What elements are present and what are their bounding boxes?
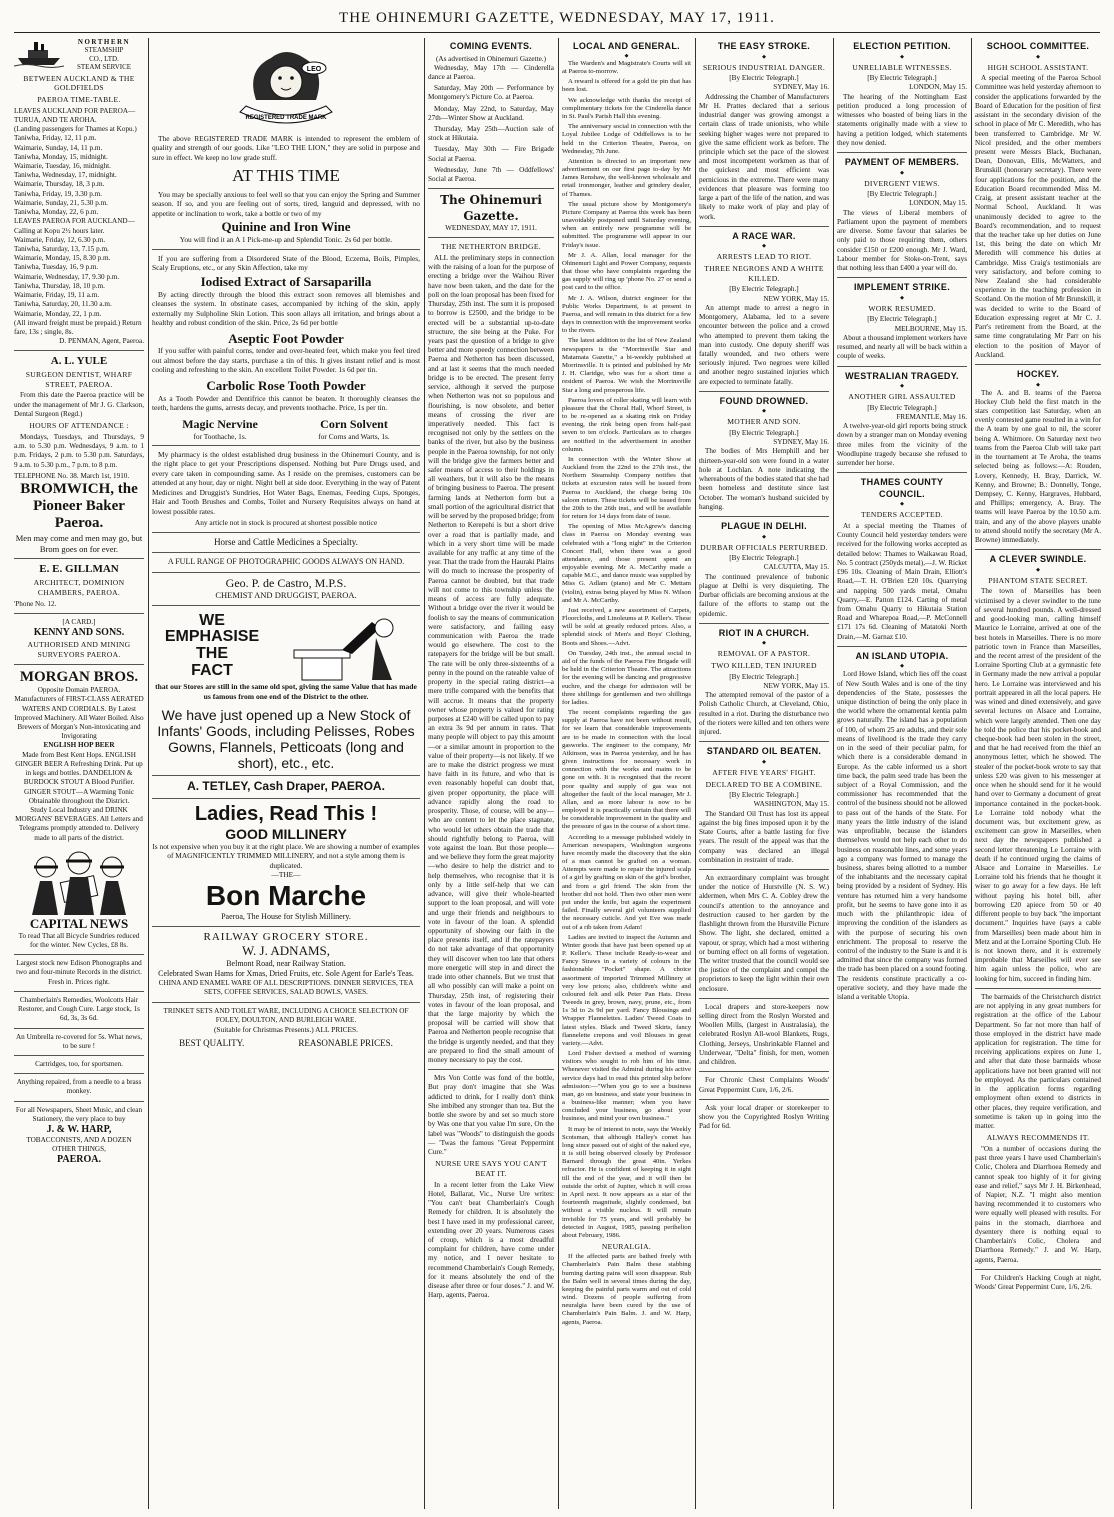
the-label: —THE—	[271, 870, 301, 880]
card-label: [A CARD.]	[62, 617, 96, 626]
easy-stroke-sub: SERIOUS INDUSTRIAL DANGER.	[702, 62, 826, 72]
standard-oil-heading: STANDARD OIL BEATEN.	[706, 746, 822, 757]
telephone: TELEPHONE No. 38. March 1st, 1910.	[14, 471, 130, 480]
event-item: Saturday, May 20th — Performance by Montgomery's Picture Co. at Paeroa.	[428, 84, 554, 102]
race-war-text: An attempt made to arrest a negro in Montgomery, Alabama, led to a severe encounter between the police and a crowd who attempted to prevent them taking the man into custody. One deputy sheriff was fatally wounded, and two others were seriously injured. Two negroes were killed and another negro sustained injuries which are expected to terminate fatally.	[699, 303, 829, 386]
column-school-hockey: SCHOOL COMMITTEE. ◆ HIGH SCHOOL ASSISTANT. A special meeting of the Paeroa School Committee was held yesterday afternoon to consider the applications forwarded by the Board of Education for the position of first assistant in the secondary division of the school in place of Mr C. Meredith, who has been transferred to Cambridge. Mr W. Nicol presided, and the other members present were Messrs Black, Buchanan, Dean, Donovan, Ellis, McWatters, and Brunskill (honorary secretary). There were four applications for the position, and the Education Board recommended Miss M. Craig, at present assistant teacher at the Normal School, Auckland. It was unanimously decided to agree to the Board's recommendation, and to request that the teacher take up her duties on June 1st, this being the date on which Mr Meredith will commence his duties at Cambridge. Miss Craig's testimonials are very satisfactory, and before coming to New Zealand she had considerable experience in the teaching profession in Scotland. On the motion of Mr Brunskill, it was decided to write to the Board of Education expressing regret at Mr C. J. Parr's retirement from the Board, at the same time congratulating Mr Parr on his election to the position of Mayor of Auckland. HOCKEY. ◆ The A. and B. teams of the Paeroa Hockey Club held the first match in the stars competition last Saturday, when an evenly contested game resulted in a win for the A team by one goal to nil, the scorer being A. Whitmore. On Saturday next two teams from the Paeroa Club will take part in the tournament at Te Aroha, the teams selected being as follows:—A: Rouden, Lovery, Kennedy, H. Bray, Darrick, W. Kenny, and Browne; B.: Donnelly, Tonge, Dempsey, C. Kenny, Hargraves, Hubbard, and Phillips; emergency, A. Bray. The teams will leave Paeroa by the 10.50 a.m. train, and any of the above players unable to attend should notify the secretary (Mr A. Browne) immediately. A CLEVER SWINDLE. ◆ PHANTOM STATE SECRET. The town of Marseilles has been victimised by a clever swindler to the tune of several hundred pounds. A well-dressed and good-looking man, calling himself Maurice le Lorraine, arrived at one of the best hotels in Marseilles. There is no more patriotic town in France than Marseilles, and the recent arrest of the president of the Lorraine Sporting Club at a gymnastic fete in Germany made the new arrival a popular hero. Le Lorraine was interviewed and his portrait appeared in all the local papers. He was wined and dined extensively, and gave several lectures on Alsace and Lorraine, which were largely attended. Then one day he told the police that his pocket-book and cheque-book had been stolen in the street, and that he had received from the thief an anonymous letter, which he showed. The stealer of the pocket-book wrote to say that unless £20 was given to his messenger at once when he should send for it he would hand over to Germany a document of great importance contained in the pocket-book. Le Lorraine told nobody what the document was, but excitement grew, as excitement can grow in Marseilles, when next day the newspapers published a second letter threatening Le Lorraine with death if he continued urging the claims of Alsace and Lorraine in Marseilles. Le Lorraine told his friends that he thought it wiser to go away for a few days. He left without paying his hotel bill, after borrowing £20 apiece from 50 or 40 different people to buy back "the important document." Inquiries have (says a cable from Marseilles) been made about him in Metz and at the Lorraine Sporting Club. He is not known there, and it is extremely improbable that Marseilles will ever see him again unless the police, who are looking for him, succeed in finding him. The barmaids of the Christchurch district are not applying in any great numbers for registration at the office of the Labour Department. So far not more than half of those employed in the district have made application for registration. The time for receiving applications expires on June 1, and after that date those barmaids whose applications have not been granted will not be employed. As the particulars contained in the application forms regarding employment often extend to districts in other places, they require verification, and sometime is taken up in going into the matter. ALWAYS RECOMMENDS IT. "On a number of occasions during the past three years I have used Chamberlain's Colic, Cholera and Diarrhoea Remedy and cannot speak too highly of it for giving ease and relief," says Mr J. H. Birkenhead, of Napier, N.Z. "I might also mention having recommended it to customers who were equally well pleased with results. For pains in the stomach, diarrhoea and dysentery there is nothing equal to Chamberlain's Colic, Cholera and Diarrhoea Remedy." J. and W. Harp, agents, Paeroa. For Children's Hacking Cough at night, Woods' Great Peppermint Cure, 1/6, 2/6.	[975, 41, 1101, 1291]
nervine-sub: for Toothache, 1s.	[193, 431, 247, 441]
emphasise-text	[152, 613, 272, 680]
dateline: LONDON, May 15.	[909, 83, 967, 92]
harp-item: Largest stock new Edison Phonographs and two and four-minute Records in the district. Fresh in. Prices right.	[16, 959, 142, 986]
issue-date: WEDNESDAY, MAY 17, 1911.	[445, 224, 537, 233]
sailing-row: Taniwha, Friday, 12, 11 p.m.	[14, 134, 97, 143]
pharmacy-text: My pharmacy is the oldest established drug business in the Ohinemuri County, and is the right place to get your Prescriptions dispensed. Nothing but Pure Drugs used, and every care taken in compounding same. As I reside on the premises, customers can be attended at any hour, day or night. Night bell at side door. Everything in the way of Patent Medicines and Druggist's Sundries, Hot Water Bags, Enemas, Feeding Cups, Sponges, Hair and Tooth Brushes and Combs, Toilet and Nursery Requisites always on hand at lowest possible rates.	[152, 450, 420, 516]
westralian-heading: WESTRALIAN TRAGEDY.	[845, 370, 959, 381]
plague-heading: PLAGUE IN DELHI.	[721, 521, 807, 532]
castro-name: Geo. P. de Castro, M.P.S.	[225, 575, 347, 590]
leaves-paeroa: LEAVES PAEROA FOR AUCKLAND—	[14, 217, 135, 226]
local-item: Lord Fisher devised a method of warning visitors who sought to rob him of his time. Whenever visited the Admiral during his active service days had to read this printed slip before admission:—"When you go to see a business man, go on business, and state your business in a business-like manner; when you have concluded your business, go about your business, and mind your own business."	[562, 1050, 691, 1123]
emphasise-line: WE	[199, 611, 225, 629]
quality-prices-row	[152, 1038, 420, 1050]
always-recommends-heading: ALWAYS RECOMMENDS IT.	[986, 1133, 1090, 1143]
column-rule	[695, 38, 696, 1509]
nervine-heading: Magic Nervine	[182, 416, 258, 431]
standard-oil-text: The Standard Oil Trust has lost its appeal against the big fines imposed upon it by the State Courts, after a battle lasting for five years. The result of the appeal was that the company was declared an illegal combination in restraint of trade.	[699, 809, 829, 864]
riot-church-heading: RIOT IN A CHURCH.	[718, 627, 810, 638]
implement-strike-sub: WORK RESUMED.	[868, 303, 936, 313]
election-petition-text: The hearing of the Nottingham East petition produced a long procession of witnesses who boasted of being liars in the statements originally made with a view to having a petition lodged, which statements they now denied.	[837, 92, 967, 147]
clever-swindle-sub: PHANTOM STATE SECRET.	[988, 575, 1088, 585]
sailing-row: Waimarie, Monday, 22, 1 p.m.	[14, 309, 102, 318]
implement-strike-text: About a thousand implement workers have resumed, and nearly all will be back within a couple of weeks.	[837, 333, 967, 361]
harp-town: PAEROA.	[57, 1154, 101, 1166]
masthead: THE OHINEMURI GAZETTE, WEDNESDAY, MAY 17, 1911.	[339, 10, 775, 26]
emphasise-line: FACT	[191, 661, 233, 679]
dateline: MELBOURNE, May 15.	[894, 324, 967, 333]
sailing-row: Taniwha, Friday, 19, 3.30 p.m.	[14, 189, 103, 198]
landing-note: (Landing passengers for Thames at Kopu.)	[14, 125, 137, 134]
kenny-title: AUTHORISED AND MINING SURVEYORS PAEROA.	[27, 640, 131, 660]
harp-item: An Umbrella re-covered for 5s. What news, to be sure !	[15, 1032, 142, 1050]
sailing-row: Waimarie, Tuesday, 16, midnight.	[14, 162, 111, 171]
hacking-cough: For Children's Hacking Cough at night, Woods' Great Peppermint Cure, 1/6, 2/6.	[975, 1273, 1101, 1291]
foot-powder-heading: Aseptic Foot Powder	[228, 330, 344, 346]
nurse-heading: NURSE URE SAYS YOU CAN'T BEAT IT.	[435, 1159, 547, 1178]
tooth-text: As a Tooth Powder and Dentifrice this cannot be beaten. It thoroughly cleanses the teeth, hardens the gums, arrests decay, and prevents toothache. Price, 1s per tin.	[152, 393, 420, 413]
verse: Mrs Von Cottle was fond of the bottle, But pray don't imagine that she Was addicted to drink, for I really don't think She imbibed any stronger than tea. But the bottle she swore by and set so much store by Was one that you value I'm sure, On the label was "Woods" to distinguish the goods— 'Twas the famous "Great Peppermint Cure."	[428, 1074, 554, 1157]
event-item: Wednesday, May 17th — Cinderella dance at Paeroa.	[428, 63, 554, 81]
westralian-sub: ANOTHER GIRL ASSAULTED	[848, 392, 956, 402]
millinery-text: Is not expensive when you buy it at the right place. We are showing a number of examples of MAGNIFICENTLY TRIMMED MILLINERY, and not a style among them is duplicated.	[152, 841, 420, 870]
photo-goods: A FULL RANGE OF PHOTOGRAPHIC GOODS ALWAYS ON HAND.	[167, 557, 405, 567]
school-committee-text: A special meeting of the Paeroa School Committee was held yesterday afternoon to consider the applications forwarded by the Board of Education for the position of first assistant in the secondary division of the school in place of Mr C. Meredith, who has been transferred to Cambridge. Mr W. Nicol presided, and the other members present were Messrs Black, Buchanan, Dean, Donovan, Ellis, McWatters, and Brunskill (honorary secretary). There were four applications for the position, and the Education Board recommended Miss M. Craig, at present assistant teacher at the Normal School, Auckland. It was unanimously decided to agree to the Board's recommendation, and to request that the teacher take up her duties on June 1st, this being the date on which Mr Meredith will commence his duties at Cambridge. Miss Craig's testimonials are very satisfactory, and before coming to New Zealand she had considerable experience in the teaching profession in Scotland. On the motion of Mr Brunskill, it was decided to write to the Board of Education expressing regret at Mr C. J. Parr's retirement from the Board, at the same time congratulating Mr Parr on his election to the position of Mayor of Auckland.	[975, 74, 1101, 359]
sailing-row: Taniwha, Wednesday, 17, midnight.	[14, 171, 117, 180]
column-coming-events	[428, 38, 554, 1509]
morgan-close: Study Local Industry and DRINK MORGANS' BEVERAGES. All Letters and Telegrams promptly attended to. Delivery made to all parts of the district.	[15, 806, 143, 842]
island-utopia-text: Lord Howe Island, which lies off the coast of New South Wales and is one of the tiny dependencies of the State, possesses the unique distinction of being the only place in the world where the ornamental kentia palm grows naturally. The island has a population of 100, of whom 25 are adults, and their sole means of livelihood is the trade they carry on in the seed of their peculiar palm, for which there is a considerable demand in Europe. As the cable informed us a short time back, the palm seed trade has been the subject of a Royal Commission, and the commissioner has recommended that the control of the business should not be allowed to pass out of the hands of the State. For many years the little industry of the island was unprofitable, because the islanders themselves would not help each other to do business on reasonable lines, and some years ago a company was formed to manage the business, shares being allotted to a number of the inhabitants and the necessary capital being provided by a resident of Sydney. His venture has returned him a very handsome profit, but he seems to have gone into it as much with the philanthropic idea of improving the condition of the islanders as with the purpose of securing his own enrichment. The proposal to reserve the control of the industry to the State is and it is admitted that since the company was formed the trade has been placed on a sound footing. The residents constitute practically a co-operative society, and they have made the island a veritable Utopia.	[837, 670, 967, 1002]
island-utopia-heading: AN ISLAND UTOPIA.	[855, 650, 949, 661]
local-item: On Tuesday, 24th inst., the annual social in aid of the funds of the Paeroa Fire Brigade will be held in the Criterion Theatre. The attractions for the evening will be dancing and progressive euchre, and the charge for admission will be three shillings for gentlemen and two shillings for ladies.	[562, 649, 691, 706]
reasonable-prices: REASONABLE PRICES.	[298, 1037, 393, 1048]
local-general-heading: LOCAL AND GENERAL.	[573, 41, 680, 51]
bon-marche-sub: Paeroa, The House for Stylish Millinery.	[221, 911, 351, 921]
telegraph-note: [By Electric Telegraph.]	[729, 554, 799, 563]
yule-text: From this date the Paeroa practice will be under the management of Mr J. G. Clarkson, Dental Surgeon (Regd.)	[14, 391, 144, 418]
riot-church-sub: REMOVAL OF A PASTOR.	[717, 649, 811, 659]
sailing-row: Waimarie, Monday, 15, 8.30 p.m.	[14, 254, 111, 263]
quinine-heading: Quinine and Iron Wine	[221, 219, 351, 235]
hammer-man-illustration	[272, 610, 412, 682]
sailing-row: Taniwha, Tuesday, 16, 9 p.m.	[14, 263, 99, 272]
payment-members-sub: DIVERGENT VIEWS.	[864, 178, 940, 188]
adnams-location: Belmont Road, near Railway Station.	[226, 958, 346, 968]
column-rule	[148, 38, 149, 1509]
bromwich-slogan: Men may come and men may go, but Brom goes on for ever.	[15, 532, 143, 554]
sailing-row: Waimarie, Wednesday, 17, 9.30 p.m.	[14, 272, 120, 281]
plague-text: The continued prevalence of bubonic plague at Delhi is very disquieting. The Durbar officials are becoming anxious at the failure of the efforts to stamp out the epidemic.	[699, 572, 829, 618]
castro-title: CHEMIST AND DRUGGIST, PAEROA.	[215, 590, 357, 601]
event-item: Tuesday, May 30th — Fire Brigade Social at Paeroa.	[428, 145, 554, 163]
local-item: The anniversary social in connection with the Loyal Jubilee Lodge of Oddfellows is to be held in the Criterion Theatre, Paeroa, on Wednesday, 7th June.	[562, 123, 691, 155]
sailing-row: Waimarie, Sunday, 14, 11 p.m.	[14, 143, 103, 152]
payment-members-text: The views of Liberal members of Parliament upon the payment of members are diverse. Some favour that salaries be only paid to those requiring them, others consider £150 or £200 enough. Mr J. Ward, Labour member for Stoke-on-Trent, says that nothing less than £400 a year will do.	[837, 208, 967, 272]
clever-swindle-heading: A CLEVER SWINDLE.	[989, 554, 1087, 565]
telegraph-note: [By Electric Telegraph.]	[729, 429, 799, 438]
best-quality: BEST QUALITY.	[179, 1037, 245, 1048]
local-item: We acknowledge with thanks the receipt of complimentary tickets for the Cinderella dance in St. Paul's Parish Hall this evening.	[562, 96, 691, 120]
morgan-text: Manufacturers of FIRST-CLASS AERATED WATERS AND CORDIALS. By Latest Improved Machinery. All Water Boiled. Also Brewers of Morgan's Non-intoxicating and Invigorating	[14, 695, 144, 741]
local-item: The usual picture show by Montgomery's Picture Company at Paeroa this week has been unavoidably postponed until Saturday evening, when an entirely new programme will be submitted. The programme will appear in our Friday's issue.	[562, 200, 691, 249]
tooth-powder-heading: Carbolic Rose Tooth Powder	[206, 377, 366, 393]
school-committee-heading: SCHOOL COMMITTEE.	[986, 41, 1090, 51]
easy-stroke-heading: THE EASY STROKE.	[717, 41, 811, 51]
morgan-more: Made from Best Kent Hops. ENGLISH GINGER BEER A Refreshing Drink. Put up in kegs and bottles. DANDELION & BURDOCK STOUT A Blood Purifier. GINGER STOUT—A Warming Tonic Obtainable throughout the District.	[15, 750, 143, 805]
gillman-title: ARCHITECT, DOMINION CHAMBERS, PAEROA.	[33, 578, 125, 597]
local-item: Just received, a new assortment of Carpets, Floorcloths, and Linoleums at P. Keller's. These will be sold at greatly reduced prices. Also, a splendid stock of Men's and Boys' Clothing, Boots and Shoes.—Advt.	[562, 606, 691, 647]
found-drowned-text: The bodies of Mrs Hemphill and her thirteen-year-old son were found in a water hole at Lochlan. A note indicating the whereabouts of the bodies stated that she had been homeless and destitute since last October. The woman's husband suicided by hanging.	[699, 447, 829, 511]
leo-ribbon-text: REGISTERED TRADE MARK	[245, 115, 327, 121]
emphasise-line: EMPHASISE	[164, 628, 260, 646]
thames-council-heading: THAMES COUNTY COUNCIL.	[860, 477, 944, 499]
column-rule	[558, 38, 559, 1509]
corn-heading: Corn Solvent	[320, 416, 388, 431]
riot-church-sub2: TWO KILLED, TEN INJURED	[711, 661, 817, 671]
sarsaparilla-text: By acting directly through the blood this extract soon removes all blemishes and cleanses the system. In obstinate cases, accompanied by itching of the skin, apply externally my Sulpholine Skin Lotion. This soon allays all irritation, and brings about a healthy and robust condition of the skin. Price, 2s 6d per bottle	[152, 289, 420, 328]
millinery-heading: GOOD MILLINERY	[225, 825, 347, 842]
spring-text: You may be specially anxious to feel well so that you can enjoy the Spring and Summer season. If so, and you are feeling out of sorts, tired, languid and depressed, with no appetite or inclination to work, take a bottle or two of my	[152, 189, 420, 218]
telegraph-note: [By Electric Telegraph.]	[867, 190, 937, 199]
telegraph-note: [By Electric Telegraph.]	[729, 791, 799, 800]
sailing-row: Taniwha, Monday, 15, midnight.	[14, 152, 108, 161]
column-rule	[833, 38, 834, 1509]
local-item: In connection with the Winter Show at Auckland from the 22nd to the 27th inst., the Northern Steamship Company notifies that tickets at excursion rates will be issued from Paeroa to Auckland, the charge being 10s saloon return. These tickets will be issued from the 20th to the 26th inst., and will be available for return for 14 days from date of issue.	[562, 455, 691, 521]
harp-name: J. & W. HARP,	[46, 1124, 112, 1136]
trinket-sets: TRINKET SETS AND TOILET WARE, INCLUDING A CHOICE SELECTION OF FOLEY, DOULTON, AND BURLEIGH WARE.	[163, 1006, 409, 1024]
horse-medicines: Horse and Cattle Medicines a Specialty.	[214, 536, 358, 547]
column-cables-2: ELECTION PETITION. ◆ UNRELIABLE WITNESSES. [By Electric Telegraph.] LONDON, May 15. The hearing of the Nottingham East petition produced a long procession of witnesses who boasted of being liars in the statements originally made with a view to having a petition lodged, which statements they now denied. PAYMENT OF MEMBERS. ◆ DIVERGENT VIEWS. [By Electric Telegraph.] LONDON, May 15. The views of Liberal members of Parliament upon the payment of members are diverse. Some favour that salaries be only paid to those requiring them, others consider £150 or £200 enough. Mr J. Ward, Labour member for Stoke-on-Trent, says that nothing less than £400 a year will do. IMPLEMENT STRIKE. ◆ WORK RESUMED. [By Electric Telegraph.] MELBOURNE, May 15. About a thousand implement workers have resumed, and nearly all will be back within a couple of weeks. WESTRALIAN TRAGEDY. ◆ ANOTHER GIRL ASSAULTED [By Electric Telegraph.] FREMANTLE, May 16. A twelve-year-old girl reports being struck down by a stranger man on Monday evening three miles from the vicinity of the Woodlupine tragedy because she refused to surrender her horse. THAMES COUNTY COUNCIL. ◆ TENDERS ACCEPTED. At a special meeting the Thames of County Council held yesterday tenders were received for the following works accepted as detailed below: Thames to Waikawau Road, No. 5 contract (250yds metal),—J. W. Ricket £96 10s. Cleaning of Main Drain, Elliott's Road,—T. H. O'Brien £20 10s. Quarrying and napping 500 yards metal, Omahu Quarry,—E. Patton £124. Carting of metal from Omahu Quarry to Hikutaia Station Road and Wharepoa Road,—P. McConnell £171 17s 6d. Cleaning of Matatoki North Drain,—M. Garnaz £10. AN ISLAND UTOPIA. ◆ Lord Howe Island, which lies off the coast of New South Wales and is one of the tiny dependencies of the State, possesses the unique distinction of being the only place in the world where the ornamental kentia palm grows naturally. The island has a population of 100, of whom 25 are adults, and their sole means of livelihood is the trade they carry on in the seed of their peculiar palm, for which there is a considerable demand in Europe. As the cable informed us a short time back, the palm seed trade has been the subject of a Royal Commission, and the commissioner has recommended that the control of the business should not be allowed to pass out of the hands of the State. For many years the little industry of the island was unprofitable, because the islanders themselves would not help each other to do business on reasonable lines, and some years ago a company was formed to manage the business, shares being allotted to a number of the inhabitants and the necessary capital being provided by a resident of Sydney. His venture has returned him a very handsome profit, but he seems to have gone into it as much with the philanthropic idea of improving the condition of the islanders as with the purpose of securing his own enrichment. The proposal to reserve the control of the industry to the State is and it is admitted that since the company was formed the trade has been placed on a sound footing. The residents constitute practically a co-operative society, and they have made the island a veritable Utopia.	[837, 41, 967, 1002]
kenny-name: KENNY AND SONS.	[33, 626, 125, 638]
local-item: The recent complaints regarding the gas supply at Paeroa have not been without result, for we learn that considerable improvements are to be made in connection with the local gasworks. The engineer to the company, Mr Atkinson, was in Paeroa yesterday, and he has given instructions for necessary work in connection with the works and mains to be gone on with. It is recognised that the recent poor quality and supply of gas was not altogether the fault of the local manager, Mr J. Allan, and as more labour is now to be employed it is practically certain that there will be considerable improvement in the quality and the pressure of gas in the course of a short time.	[562, 709, 691, 831]
sailing-row: Waimarie, Sunday, 21, 5.30 p.m.	[14, 198, 108, 207]
barmaids-text: The barmaids of the Christchurch district are not applying in any great numbers for registration at the office of the Labour Department. So far not more than half of those employed in the district have made application for registration. The time for receiving applications expires on June 1, and after that date those barmaids whose applications have not been granted will not be employed. As the particulars contained in the application forms regarding employment often extend to districts in other places, they require verification, and sometime is taken up in going into the matter.	[975, 992, 1101, 1130]
local-item: Ladies are invited to inspect the Autumn and Winter goods that have just been opened up at P. Keller's. These include Ready-to-wear and Fancy Straws in a variety of colours in the fashionable "Pocket" shape. A choice assortment of imported Trimmed Millinery at very low prices; also, children's white and coloured felt and silk Peter Pan Hats. Dress Tweeds in grey, brown, navy, prune, etc., from 1s 3d to 2s 9d per yard. Fancy Blousings and Wrapper Flannelettes. Ladies' Tweed Coats in latest styles. Black and Tweed Skirts, fancy flannelette crepons and voil Blouses in great variety.—Advt.	[562, 933, 691, 1047]
harp-item: Anything repaired, from a needle to a brass monkey.	[16, 1078, 142, 1096]
column-rule	[971, 38, 972, 1509]
riot-church-text: The attempted removal of the pastor of a Polish Catholic Church, at Cleveland, Ohio, resulted in a riot. During the disturbance two of the rioters were killed and ten others were injured.	[699, 691, 829, 737]
steamship-name-2: STEAMSHIP	[84, 46, 124, 55]
sailing-row: Taniwha, Monday, 22, 6 p.m.	[14, 208, 99, 217]
corn-sub: for Corns and Warts, 1s.	[318, 431, 390, 441]
thames-council-text: At a special meeting the Thames of County Council held yesterday tenders were received for the following works accepted as detailed below: Thames to Waikawau Road, No. 5 contract (250yds metal),—J. W. Ricket £96 10s. Cleaning of Main Drain, Elliott's Road,—T. H. O'Brien £20 10s. Quarrying and napping 500 yards metal, Omahu Quarry,—E. Patton £124. Carting of metal from Omahu Quarry to Hikutaia Station Road and Wharepoa Road,—P. McConnell £171 17s 6d. Cleaning of Matatoki North Drain,—M. Garnaz £10.	[837, 522, 967, 641]
sailing-row: Waimarie, Friday, 19, 11 a.m.	[14, 291, 100, 300]
dateline: SYDNEY, May 16.	[773, 83, 829, 92]
steamship-ad	[14, 38, 144, 72]
netherton-text: ALL the preliminary steps in connection with the raising of a loan for the purpose of erecting a bridge over the Waihou River have now been taken, and the date for the poll on the loan proposal has been fixed for Thursday, 25th inst. The sum it is proposed to borrow is £2500, and the bridge to be erected will be a substantial up-to-date structure, the site being at the Puke. For years past the question of a bridge to give better and more speedy connection between Paeroa and Netherton has been discussed, and at last it seems that the much needed bridge is to be erected. The present ferry service, although it served the purpose when Netherton was not so populous and flourishing, is now obsolete, and better means of crossing the river are imperatively needed. This fact is recognised not only by the settlers on the banks of the river, but also by the business people in the Paeroa township, for not only will the bridge give the farmers better and safer means of access to their holdings in all weathers, but it will also be the means of bringing business to Paeroa. The present farming lands at Netherton form but a small portion of the agricultural district that will be served by the proposed bridge; from Netherton to Kerepehi is but a short drive over a road that is partially made, and which in a very short time will be made available for any traffic at any time of the year. That the trade from the Hauraki Plains will do much to increase the prosperity of Paeroa cannot be doubted, but that trade will not come to this township unless the means of access are fully adequate. Without a bridge over the river it would be foolish to say the means of communication were satisfactory, and failing easy communication with Paeroa the trade would go elsewhere. The cost to the ratepayers for the bridge will be but small. The rate will be only three-sixteenths of a penny in the pound on the rateable value of property in the special rating district—a mere trifle compared with the benefits that will accrue. It means that the property owner whose property is valued for rating purposes at £240 will be called upon to pay an extra 3s 9d per annum in rates. That many people will object to pay this amount—or a similar amount in proportion to the value of their property—is not likely. If we are to make the district progress we must have faith in its future, and who that is even reasonably hopeful can doubt that, given proper opportunity, the place will advance rapidly along the road to prosperity. Those, of course, will be any—who are content to let the place stagnate, who would let others obtain the trade that should rightfully belong to Paeroa, will vote against the loan. But those people—and we believe they form the great majority—who desire to help the district and to help themselves, who recognise that it is only by a little self-help that we can advance, will give their whole-hearted support to the loan proposal, and will vote and urge their friends and neighbours to vote in favour of the loan. A splendid opportunity of showing our faith in the place presents itself, and if the ratepayers do not take advantage of that opportunity they will discover when too late that others more energetic will step in and direct the trade into other channels. But we trust that all who possibly can will make a point on Thursday, 25th inst, of registering their votes in favour of the loan proposal, and that the large majority by which the proposal will be carried will show that Paeroa and Netherton people recognise that the bridge is urgently needed, and that they are prepared to find the small amount of money necessary to pay the cost.	[428, 254, 554, 1065]
event-item: Thursday, May 25th—Auction sale of stock at Hikutaia.	[428, 125, 554, 143]
hop-beer: ENGLISH HOP BEER	[43, 741, 115, 750]
election-petition-heading: ELECTION PETITION.	[853, 41, 951, 51]
emphasise-ad	[152, 610, 420, 682]
kopu-note: Calling at Kopu 2½ hours later.	[14, 226, 105, 235]
sailing-row: Waimarie, Friday, 12, 6.30 p.m.	[14, 235, 106, 244]
hours-title: HOURS OF ATTENDANCE :	[29, 421, 129, 431]
local-item: Mr J. A. Wilson, district engineer for the Public Works Department, is at present in Paeroa, and will remain in this district for a few days in connection with the improvement works to the rivers.	[562, 294, 691, 335]
thames-council-sub: TENDERS ACCEPTED.	[861, 510, 943, 520]
sailing-row: Taniwha, Saturday, 20, 11.30 a.m.	[14, 300, 112, 309]
emphasise-line: THE	[196, 645, 228, 663]
telegraph-note: [By Electric Telegraph.]	[867, 74, 937, 83]
swan-hams: Celebrated Swan Hams for Xmas, Dried Fruits, etc. Sole Agent for Earle's Teas.	[158, 968, 414, 978]
not-in-stock: Any article not in stock is procured at shortest possible notice	[194, 518, 378, 528]
steamship-name-4: STEAM SERVICE	[76, 63, 132, 72]
election-petition-sub: UNRELIABLE WITNESSES.	[852, 62, 952, 72]
steamship-name-1: NORTHERN	[77, 38, 131, 46]
yule-name: A. L. YULE	[50, 355, 108, 368]
infants-goods: We have just opened up a New Stock of Infants' Goods, including Pelisses, Robes Gowns, Flannels, Petticoats (long and short), etc., etc.	[157, 706, 415, 771]
dateline: WASHINGTON, May 15.	[753, 800, 829, 809]
payment-members-heading: PAYMENT OF MEMBERS.	[844, 156, 960, 167]
dateline: NEW YORK, May 15.	[763, 681, 829, 690]
dateline: SYDNEY, May 16.	[773, 438, 829, 447]
freight-note: (All inward freight must be prepaid.) Return fare, 13s ; single, 8s.	[14, 318, 142, 336]
found-drowned-heading: FOUND DROWNED.	[719, 395, 809, 406]
telegraph-note: [By Electric Telegraph.]	[867, 315, 937, 324]
morgan-name: MORGAN BROS.	[19, 668, 139, 685]
column-advertisements-left	[14, 38, 144, 1509]
race-war-sub: ARRESTS LEAD TO RIOT.	[716, 252, 812, 262]
column-rule	[424, 38, 425, 1509]
as-advertised: (As advertised in Ohinemuri Gazette.)	[436, 54, 546, 63]
school-committee-sub: HIGH SCHOOL ASSISTANT.	[987, 62, 1089, 72]
leo-lion-trademark-icon	[226, 40, 346, 132]
at-this-time: AT THIS TIME	[232, 166, 340, 186]
gillman-name: E. E. GILLMAN	[39, 563, 119, 576]
westralian-text: A twelve-year-old girl reports being struck down by a stranger man on Monday evening three miles from the vicinity of the Woodlupine tragedy because she refused to surrender her horse.	[837, 422, 967, 468]
race-war-heading: A RACE WAR.	[732, 230, 796, 241]
local-item: Paeroa lovers of roller skating will learn with pleasure that the Choral Hall, Whorf Street, is to be re-opened as a skating rink on Friday evening, the rink being open from half-past seven to ten o'clock. Particulars as to charges are notified in the advertisement in another column.	[562, 396, 691, 453]
ladies-heading: Ladies, Read This !	[194, 802, 378, 825]
local-item: The opening of Miss McAgrew's dancing class in Paeroa on Monday evening was celebrated with a "long night" in the Criterion Concert Hall, when there was a good attendance, and those present spent an enjoyable evening. Mr A. McCarthy made a capable M.C., and dance music was supplied by Miss G. Adlam (piano) and Mr C. Mettam (violin), extras being played by Miss N. Wilson and Mr A. McCarthy.	[562, 523, 691, 604]
found-drowned-sub: MOTHER AND SON.	[727, 417, 801, 427]
hockey-heading: HOCKEY.	[1016, 369, 1060, 380]
sailing-row: Waimarie, Thursday, 18, 3 p.m.	[14, 180, 105, 189]
roslyn-pad: Ask your local draper or storekeeper to show you the Copyrighted Roslyn Writing Pad for 6d.	[699, 1103, 829, 1131]
leo-text: The above REGISTERED TRADE MARK is intended to represent the emblem of quality and strength of our goods. Like "LEO THE LION," they are solid in purpose and sure in effect. We keep no low grade stuff.	[152, 134, 420, 162]
telegraph-note: [By Electric Telegraph.]	[729, 672, 799, 681]
hours-text: Mondays, Tuesdays, and Thursdays, 9 a.m. to 5.30 p.m. Wednesdays, 9 a.m. to 1 p.m. Fridays, 2 p.m. to 5.30 p.m. Saturdays, 9 a.m. to 5.30 p.m., 7 p.m. to 8 p.m.	[14, 432, 144, 469]
race-war-sub2: THREE NEGROES AND A WHITE KILLED.	[704, 263, 824, 283]
dateline: FREMANTLE, May 16.	[896, 412, 967, 421]
local-item: Mr J. A. Allan, local manager for the Ohinemuri Light and Power Company, requests that those who have complaints regarding the gas supply will ring up 'phone No. 27 or send a post card to the office.	[562, 251, 691, 292]
column-local-general: LOCAL AND GENERAL. ◆ The Warden's and Magistrate's Courts will sit at Paeroa to-morrow. A reward is offered for a gold tie pin that has been lost. We acknowledge with thanks the receipt of complimentary tickets for the Cinderella dance in St. Paul's Parish Hall this evening. The anniversary social in connection with the Loyal Jubilee Lodge of Oddfellows is to be held in the Criterion Theatre, Paeroa, on Wednesday, 7th June. Attention is directed to an important new advertisement on our first page to-day by Mr James Renshaw, the well-known wholesale and retail ironmonger, leather and grindery dealer, of Thames. The usual picture show by Montgomery's Picture Company at Paeroa this week has been unavoidably postponed until Saturday evening, when an entirely new programme will be submitted. The programme will appear in our Friday's issue. Mr J. A. Allan, local manager for the Ohinemuri Light and Power Company, requests that those who have complaints regarding the gas supply will ring up 'phone No. 27 or send a post card to the office. Mr J. A. Wilson, district engineer for the Public Works Department, is at present in Paeroa, and will remain in this district for a few days in connection with the improvement works to the rivers. The latest addition to the list of New Zealand newspapers is the "Morrinsville Star and Matamata Gazette," a bi-weekly published at Morrinsville. It is printed and published by Mr J. H. Claridge, who was for a short time a resident of Paeroa. We wish the Morrinsville Star a long and prosperous life. Paeroa lovers of roller skating will learn with pleasure that the Choral Hall, Whorf Street, is to be re-opened as a skating rink on Friday evening, the rink being open from half-past seven to ten o'clock. Particulars as to charges are notified in the advertisement in another column. In connection with the Winter Show at Auckland from the 22nd to the 27th inst., the Northern Steamship Company notifies that tickets at excursion rates will be issued from Paeroa to Auckland, the charge being 10s saloon return. These tickets will be issued from the 20th to the 26th inst., and will be available for return for 14 days from date of issue. The opening of Miss McAgrew's dancing class in Paeroa on Monday evening was celebrated with a "long night" in the Criterion Concert Hall, when there was a good attendance, and those present spent an enjoyable evening. Mr A. McCarthy made a capable M.C., and dance music was supplied by Miss G. Adlam (piano) and Mr C. Mettam (violin), extras being played by Miss N. Wilson and Mr A. McCarthy. Just received, a new assortment of Carpets, Floorcloths, and Linoleums at P. Keller's. These will be sold at greatly reduced prices. Also, a splendid stock of Men's and Boys' Clothing, Boots and Shoes.—Advt. On Tuesday, 24th inst., the annual social in aid of the funds of the Paeroa Fire Brigade will be held in the Criterion Theatre. The attractions for the evening will be dancing and progressive euchre, and the charge for admission will be three shillings for gentlemen and two shillings for ladies. The recent complaints regarding the gas supply at Paeroa have not been without result, for we learn that considerable improvements are to be made in connection with the local gasworks. The engineer to the company, Mr Atkinson, was in Paeroa yesterday, and he has given instructions for necessary work in connection with the works and mains to be gone on with. It is recognised that the recent poor quality and supply of gas was not altogether the fault of the local manager, Mr J. Allan, and as more labour is now to be employed it is practically certain that there will be considerable improvement in the quality and the pressure of gas in the course of a short time. According to a message published widely in American newspapers, Washington surgeons have recently made the discovery that the skin of a man cannot be grafted on a woman. Attempts were made to repair the injured scalp of a girl by grafting on skin of the girl's brother, and from a girl friend. The skin from the brother did not hold. Then two other men were put under the knife, but again the experiment failed. Finally several girl volunteers supplied the necessary cuticle. And yet Eve was made out of a rib taken from Adam! Ladies are invited to inspect the Autumn and Winter goods that have just been opened up at P. Keller's. These include Ready-to-wear and Fancy Straws in a variety of colours in the fashionable "Pocket" shape. A choice assortment of imported Trimmed Millinery at very low prices; also, children's white and coloured felt and silk Peter Pan Hats. Dress Tweeds in grey, brown, navy, prune, etc., from 1s 3d to 2s 9d per yard. Fancy Blousings and Wrapper Flannelettes. Ladies' Tweed Coats in latest styles. Black and Tweed Skirts, fancy flannelette crepons and voil Blouses in great variety.—Advt. Lord Fisher devised a method of warning visitors who sought to rob him of his time. Whenever visited the Admiral during his active service days had to read this printed slip before admission:—"When you go to see a business man, go on business, and state your business in a business-like manner; when you have concluded your business, go about your business, and mind your own business." It may be of interest to note, says the Weekly Scotsman, that although Halley's comet has long since passed out of sight of the naked eye, it is still being observed closely by Professor Barnard through the great 40in. Yerkes refractor. He is confident of keeping it in sight till the end of the year, and it will then be outside the orbit of Jupiter, which it will cross in April next. It now appears as a star of the fourteenth magnitude, slightly condensed, but without a visible nucleus. It will remain invisible for 75 years, and will probably be detected in August, 1985, passing perihelion about February, 1986. NEURALGIA. If the affected parts are bathed freely with Chamberlain's Pain Balm these stabbing burning darting pains will soon disappear. Rub the Balm well in several times during the day, keeping the painful parts warm and out of cold wind. Dozens of people suffering from neuralgia have been cured by the use of Chamberlain's Pain Balm. J. and W. Harp, agents, Paeroa.	[562, 41, 691, 1326]
always-recommends-text: "On a number of occasions during the past three years I have used Chamberlain's Colic, Cholera and Diarrhoea Remedy and cannot speak too highly of it for giving ease and relief," says Mr J. H. Birkenhead, of Napier, N.Z. "I might also mention having recommended it to customers who were equally well pleased with results. For pains in the stomach, diarrhoea and dysentery there is nothing equal to Chamberlain's Colic, Cholera and Diarrhoea Remedy." J. and W. Harp, agents, Paeroa.	[975, 1144, 1101, 1264]
neuralgia-heading: NEURALGIA.	[601, 1242, 652, 1252]
steamship-icon	[14, 38, 64, 68]
blood-text: If you are suffering from a Disordered State of the Blood, Eczema, Boils, Pimples, Scaly Eruptions, etc., or any Skin Affection, take my	[152, 253, 420, 273]
emphasise-body: that our Stores are still in the same old spot, giving the same Value that has made us famous from one end of the District to the other.	[155, 682, 417, 701]
standard-oil-sub: AFTER FIVE YEARS' FIGHT.	[712, 767, 816, 777]
leo-badge-text: LEO	[306, 66, 322, 73]
tetley-name: A. TETLEY, Cash Draper, PAEROA.	[187, 778, 385, 793]
steamship-name-3: CO., LTD.	[89, 54, 119, 63]
dateline: NEW YORK, May 15.	[763, 294, 829, 303]
leaves-auckland: LEAVES AUCKLAND FOR PAEROA—TURUA, AND TE AROHA.	[14, 106, 136, 124]
coming-events-heading: COMING EVENTS.	[449, 41, 533, 51]
local-item: Attention is directed to an important new advertisement on our first page to-day by Mr James Renshaw, the well-known wholesale and retail ironmonger, leather and grindery dealer, of Thames.	[562, 157, 691, 198]
telegraph-note: [By Electric Telegraph.]	[729, 74, 799, 83]
hurstville-text: An extraordinary complaint was brought under the notice of Hurstville (N. S. W.) aldermen, when Mrs C. A. Cobley drew the council's attention to the annoyance and destruction caused to her garden by the flashlight thrown from the Hurstville Picture Show. The light, she declared, emitted a vapour, or spray, which had a most withering or burning effect on all forms of vegetation. The writer trusted that the council would see the justice of the complaint and compel the proprietors to keep the light within their own enclosure.	[699, 873, 829, 993]
harp-item: For all Newspapers, Sheet Music, and clean Stationery, the very place to buy	[15, 1105, 143, 1123]
neuralgia-text: If the affected parts are bathed freely with Chamberlain's Pain Balm these stabbing burning darting pains will soon disappear. Rub the Balm well in several times during the day, keeping the painful parts warm and out of cold wind. Dozens of people suffering from neuralgia have been cured by the use of Chamberlain's Pain Balm. J. and W. Harp, agents, Paeroa.	[562, 1253, 691, 1326]
column-advertisements-main	[152, 38, 420, 1509]
morgan-location: Opposite Domain PAEROA.	[37, 686, 121, 695]
timetable-title: PAEROA TIME-TABLE.	[37, 95, 121, 104]
standard-oil-sub2: DECLARED TO BE A COMBINE.	[705, 779, 823, 789]
harp-item: Chamberlain's Remedies, Woolcotts Hair Restorer, and Cough Cure. Large stock, 1s 6d, 3s, 3s 6d.	[18, 995, 140, 1023]
local-item: It may be of interest to note, says the Weekly Scotsman, that although Halley's comet has long since passed out of sight of the naked eye, it is still being observed closely by Professor Barnard through the great 40in. Yerkes refractor. He is confident of keeping it in sight till the end of the year, and it will then be outside the orbit of Jupiter, which it will cross in April next. It now appears as a star of the fourteenth magnitude, slightly condensed, but without a visible nucleus. It will remain invisible for 75 years, and will probably be detected in August, 1985, passing perihelion about February, 1986.	[562, 1125, 691, 1239]
hockey-text: The A. and B. teams of the Paeroa Hockey Club held the first match in the stars competition last Saturday, when an evenly contested game resulted in a win for the A team by one goal to nil, the scorer being A. Whitmore. On Saturday next two teams from the Paeroa Club will take part in the tournament at Te Aroha, the teams selected being as follows:—A: Rouden, Lovery, Kennedy, H. Bray, Darrick, W. Kenny, and Browne; B.: Donnelly, Tonge, Dempsey, C. Kenny, Hargraves, Hubbard, and Phillips; emergency, A. Bray. The teams will leave Paeroa by the 10.50 a.m. train, and any of the above players unable to attend should notify the secretary (Mr A. Browne) immediately.	[975, 388, 1101, 545]
dateline: CALCUTTA, May 15.	[763, 563, 829, 572]
foot-text: If you suffer with painful corns, tender and over-heated feet, which make you feel tired out almost before the day starts, purchase a tin of this. It gives instant relief and is most cooling and refreshing to the skin. An excellent Toilet Powder. 1s 6d per tin.	[152, 346, 420, 375]
local-item: According to a message published widely in American newspapers, Washington surgeons have recently made the discovery that the skin of a man cannot be grafted on a woman. Attempts were made to repair the injured scalp of a girl by grafting on skin of the girl's brother, and from a girl friend. The skin from the brother did not hold. Then two other men were put under the knife, but again the experiment failed. Finally several girl volunteers supplied the necessary cuticle. And yet Eve was made out of a rib taken from Adam!	[562, 833, 691, 931]
implement-strike-heading: IMPLEMENT STRIKE.	[853, 282, 951, 293]
netherton-heading: THE NETHERTON BRIDGE.	[441, 242, 541, 252]
railway-grocery: RAILWAY GROCERY STORE.	[203, 931, 369, 944]
china-ware: CHINA AND ENAMEL WARE OF ALL DESCRIPTIONS. DINNER SERVICES, TEA SETS, COFFEE SERVICES, SALAD BOWLS, VASES.	[158, 979, 414, 997]
harp-title: TOBACCONISTS, AND A DOZEN OTHER THINGS,	[26, 1135, 132, 1153]
newsboys-illustration	[24, 845, 134, 915]
telegraph-note: [By Electric Telegraph.]	[867, 403, 937, 412]
clever-swindle-text: The town of Marseilles has been victimised by a clever swindler to the tune of several hundred pounds. A well-dressed and good-looking man, calling himself Maurice le Lorraine, arrived at one of the best hotels in Marseilles. There is no more patriotic town in France than Marseilles, and the recent arrest of the president of the Lorraine Sporting Club at a gymnastic fete in Germany made the new arrival a popular hero. Le Lorraine was interviewed and his portrait appeared in all the local papers. He was wined and dined extensively, and gave several lectures on Alsace and Lorraine, which were largely attended. Then one day he told the police that his pocket-book and cheque-book had been stolen in the street, and that he had received from the thief an anonymous letter, which he showed. The stealer of the pocket-book wrote to say that unless £20 was given to his messenger at once when he should send for it he would hand over to Germany a document of great importance contained in the pocket-book. Le Lorraine told nobody what the document was, but excitement grew, as excitement can grow in Marseilles, when next day the newspapers published a second letter threatening Le Lorraine with death if he continued urging the claims of Alsace and Lorraine in Marseilles. Le Lorraine told his friends that he thought it wiser to go away for a few days. He left without paying his hotel bill, after borrowing £20 apiece from 50 or 40 different people to buy back "the important document." Inquiries have (says a cable from Marseilles) been made about him in Metz and at the Lorraine Sporting Club. He is not known there, and it is extremely improbable that Marseilles will ever see him again unless the police, who are looking for him, succeed in finding him.	[975, 587, 1101, 983]
column-cables: THE EASY STROKE. ◆ SERIOUS INDUSTRIAL DANGER. [By Electric Telegraph.] SYDNEY, May 16. Addressing the Chamber of Manufacturers Mr H. Prattes declared that a serious industrial danger was growing amongst a certain class of trade unionists, who while seeking higher wages were not prepared to give the same efficient work as before. The principle which set the pace of the slowest and most incompetent workmen as that of the quickest and most efficient was pernicious in the extreme. There were many evidences that pleasure was forming too large a part of the life of the nation, and was likely to make work of play and play of work. A RACE WAR. ◆ ARRESTS LEAD TO RIOT. THREE NEGROES AND A WHITE KILLED. [By Electric Telegraph.] NEW YORK, May 15. An attempt made to arrest a negro in Montgomery, Alabama, led to a severe encounter between the police and a crowd who attempted to prevent them taking the man into custody. One deputy sheriff was fatally wounded, and two others were seriously injured. Two negroes were killed and another negro sustained injuries which are expected to terminate fatally. FOUND DROWNED. ◆ MOTHER AND SON. [By Electric Telegraph.] SYDNEY, May 16. The bodies of Mrs Hemphill and her thirteen-year-old son were found in a water hole at Lochlan. A note indicating the whereabouts of the bodies stated that she had been homeless and destitute since last October. The woman's husband suicided by hanging. PLAGUE IN DELHI. ◆ DURBAR OFFICIALS PERTURBED. [By Electric Telegraph.] CALCUTTA, May 15. The continued prevalence of bubonic plague at Delhi is very disquieting. The Durbar officials are becoming anxious at the failure of the efforts to stamp out the epidemic. RIOT IN A CHURCH. ◆ REMOVAL OF A PASTOR. TWO KILLED, TEN INJURED [By Electric Telegraph.] NEW YORK, May 15. The attempted removal of the pastor of a Polish Catholic Church, at Cleveland, Ohio, resulted in a riot. During the disturbance two of the rioters were killed and ten others were injured. STANDARD OIL BEATEN. ◆ AFTER FIVE YEARS' FIGHT. DECLARED TO BE A COMBINE. [By Electric Telegraph.] WASHINGTON, May 15. The Standard Oil Trust has lost its appeal against the big fines imposed upon it by the State Courts, after a battle lasting for five years. The result of the appeal was that the company was declared an illegal combination in restraint of trade. An extraordinary complaint was brought under the notice of Hurstville (N. S. W.) aldermen, when Mrs C. A. Cobley drew the council's attention to the annoyance and destruction caused to her garden by the flashlight thrown from the Hurstville Picture Show. The light, she declared, emitted a vapour, or spray, which had a most withering or burning effect on all forms of vegetation. The writer trusted that the council would see the justice of the complaint and compel the proprietors to keep the light within their own enclosure. Local drapers and store-keepers now selling direct from the Roslyn Worsted and Woollen Mills, (largest in Australasia), the celebrated Roslyn All-wool Blankets, Rugs, Clothing, Jerseys, Unshrinkable Flannel and Underwear, "Delta" finish, for men, women and children. For Chronic Chest Complaints Woods' Great Peppermint Cure, 1/6, 2/6. Ask your local draper or storekeeper to show you the Copyrighted Roslyn Writing Pad for 6d.	[699, 41, 829, 1131]
bon-marche: Bon Marche	[205, 879, 367, 911]
easy-stroke-text: Addressing the Chamber of Manufacturers Mr H. Prattes declared that a serious industrial danger was growing amongst a certain class of trade unionists, who while seeking higher wages were not prepared to give the same efficient work as before. The principle which set the pace of the slowest and most incompetent workmen as that of the quickest and most efficient was pernicious in the extreme. There were many evidences that pleasure was forming too large a part of the life of the nation, and was likely to make work of play and play of work.	[699, 92, 829, 221]
nurse-text: In a recent letter from the Lake View Hotel, Ballarat, Vic., Nurse Ure writes: "You can't beat Chamberlain's Cough Remedy for children. It is absolutely the best I have used in my professional career, extending over 20 years. Numerous cases of croup, which is a most dreadful complaint for children, have come under my notice, and I never hesitate to recommend Chamberlain's Cough Remedy, for it means absolutely the end of the disease after three or four doses." J. and W. Harp, agents, Paeroa.	[428, 1180, 554, 1300]
event-item: Wednesday, June 7th — Oddfellows' Social at Paeroa.	[428, 165, 554, 184]
harp-item: Cartridges, too, for sportsmen.	[35, 1060, 123, 1068]
local-item: A reward is offered for a gold tie pin that has been lost.	[562, 78, 691, 94]
dateline: LONDON, May 15.	[909, 199, 967, 208]
paper-nameplate: The Ohinemuri Gazette.	[440, 193, 542, 223]
telegraph-note: [By Electric Telegraph.]	[729, 285, 799, 294]
sailing-row: Taniwha, Saturday, 13, 7.15 p.m.	[14, 245, 109, 253]
steamship-route: BETWEEN AUCKLAND & THE GOLDFIELDS	[23, 73, 135, 93]
sailing-row: Taniwha, Thursday, 18, 10 p.m.	[14, 281, 105, 290]
quinine-price: You will find it an A 1 Pick-me-up and Splendid Tonic. 2s 6d per bottle.	[179, 235, 393, 245]
local-item: The Warden's and Magistrate's Courts will sit at Paeroa to-morrow.	[562, 59, 691, 76]
plague-sub: DURBAR OFFICIALS PERTURBED.	[700, 542, 828, 552]
sarsaparilla-heading: Iodised Extract of Sarsaparilla	[200, 273, 372, 289]
capital-text: To read That all Bicycle Sundries reduced for the winter. New Cycles, £8 8s.	[18, 931, 140, 950]
masthead-rule	[14, 32, 1100, 33]
capital-news: CAPITAL NEWS	[29, 915, 129, 931]
chronic-cure: For Chronic Chest Complaints Woods' Great Peppermint Cure, 1/6, 2/6.	[699, 1076, 829, 1094]
bromwich-heading: BROMWICH, the Pioneer Baker Paeroa.	[20, 480, 138, 532]
gillman-phone: 'Phone No. 12.	[14, 599, 57, 608]
agent: D. PENMAN, Agent, Paeroa.	[59, 337, 144, 346]
event-item: Monday, May 22nd, to Saturday, May 27th—Winter Show at Auckland.	[428, 104, 554, 122]
roslyn-drapers: Local drapers and store-keepers now selling direct from the Roslyn Worsted and Woollen Mills, (largest in Australasia), the celebrated Roslyn All-wool Blankets, Rugs, Clothing, Jerseys, Unshrinkable Flannel and Underwear, "Delta" finish, for men, women and children.	[699, 1002, 829, 1067]
yule-title: SURGEON DENTIST, WHARF STREET, PAEROA.	[25, 370, 133, 389]
local-item: The latest addition to the list of New Zealand newspapers is the "Morrinsville Star and Matamata Gazette," a bi-weekly published at Morrinsville. It is printed and published by Mr J. H. Claridge, who was for a short time a resident of Paeroa. We wish the Morrinsville Star a long and prosperous life.	[562, 337, 691, 394]
nervine-corn-row	[152, 418, 420, 441]
adnams-name: W. J. ADNAMS,	[241, 942, 330, 958]
xmas-note: (Suitable for Christmas Presents.) ALL PRICES.	[213, 1025, 359, 1035]
